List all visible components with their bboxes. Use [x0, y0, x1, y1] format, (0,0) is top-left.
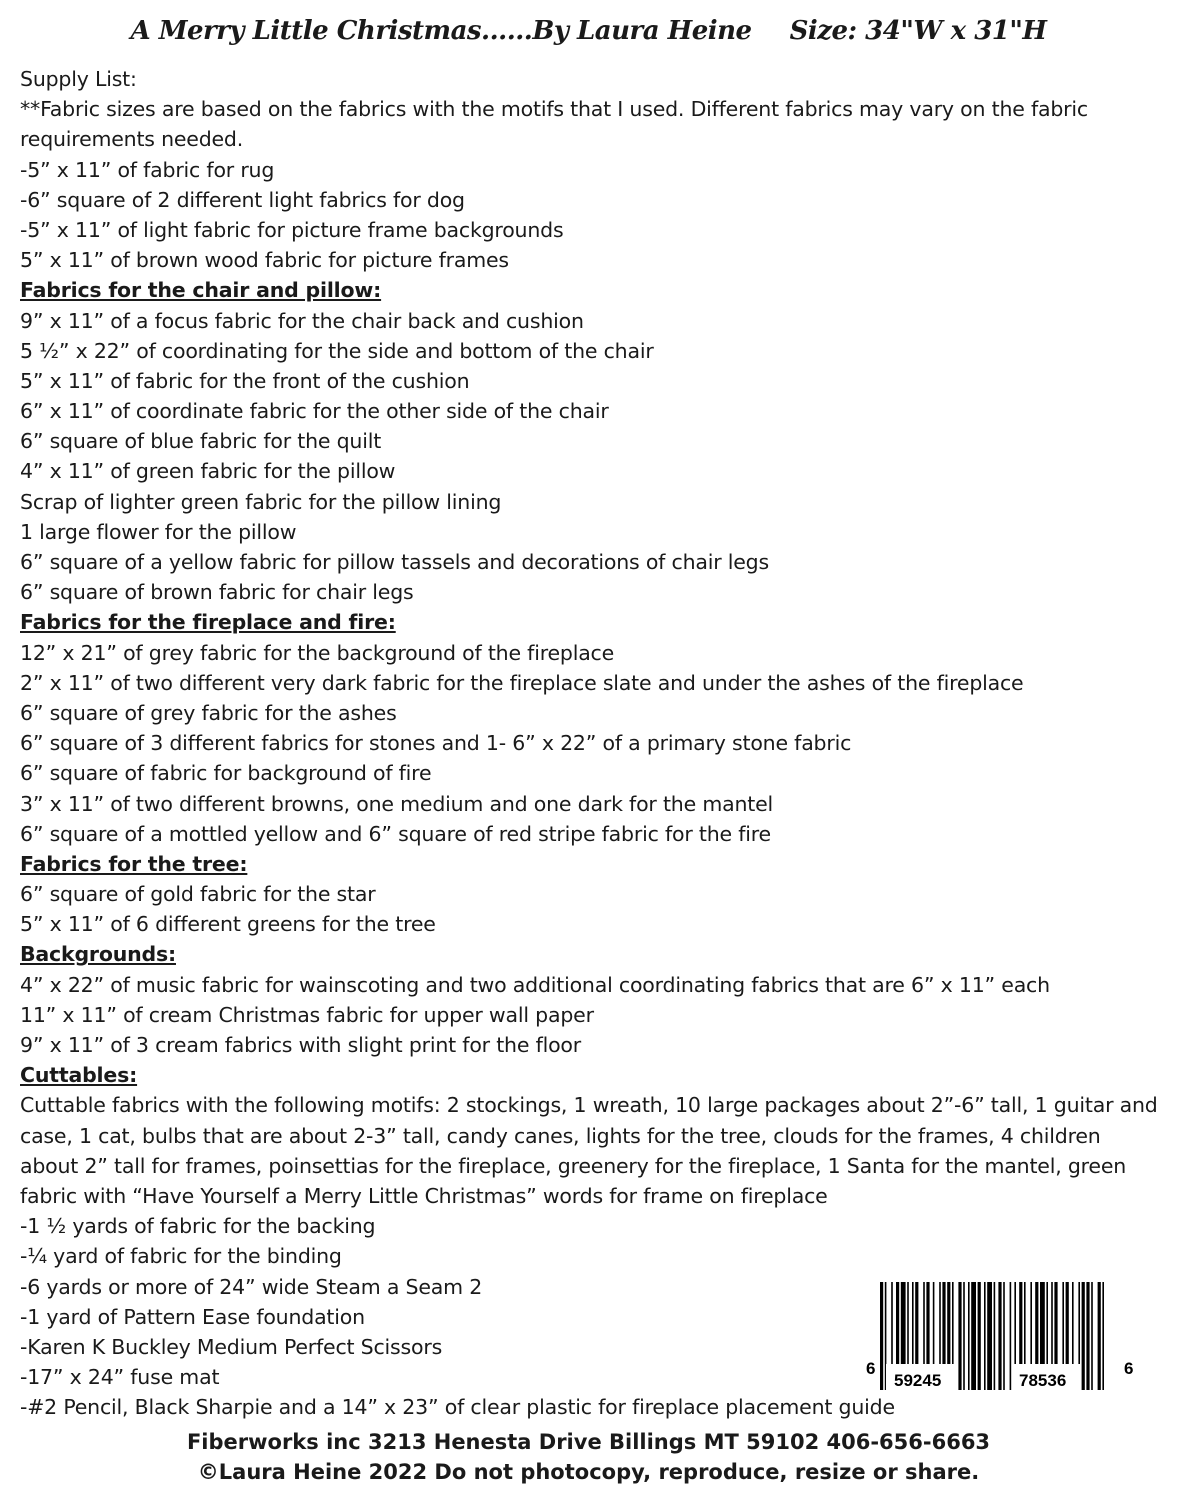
barcode-right-group: 78536	[1019, 1371, 1067, 1390]
list-item: -5” x 11” of light fabric for picture frame backgrounds	[20, 217, 564, 242]
barcode-bar	[1086, 1282, 1089, 1390]
supply-list	[20, 64, 1160, 1423]
barcode-bar	[1102, 1282, 1104, 1390]
barcode-left-group: 59245	[894, 1371, 942, 1390]
list-item: 6” x 11” of coordinate fabric for the other side of the chair	[20, 399, 609, 424]
barcode-bar	[994, 1282, 996, 1390]
barcode-bar	[963, 1282, 965, 1390]
list-item: 1 large flower for the pillow	[20, 519, 297, 544]
barcode-bar	[998, 1282, 1001, 1390]
barcode-last-digit: 6	[1124, 1359, 1134, 1378]
list-item: 3” x 11” of two different browns, one medium and one dark for the mantel	[20, 791, 773, 816]
fabric-note: **Fabric sizes are based on the fabrics with the motifs that I used. Different fabrics may vary on the fabric requirements needed.	[20, 97, 1088, 152]
list-item: 4” x 11” of green fabric for the pillow	[20, 459, 396, 484]
barcode-bar	[1010, 1282, 1012, 1390]
list-item: 5 ½” x 22” of coordinating for the side and bottom of the chair	[20, 338, 654, 363]
list-item: 6” square of a mottled yellow and 6” square of red stripe fabric for the fire	[20, 821, 771, 846]
list-item: 9” x 11” of 3 cream fabrics with slight print for the floor	[20, 1033, 581, 1058]
list-item: -1 ½ yards of fabric for the backing	[20, 1214, 376, 1239]
list-item: 6” square of grey fabric for the ashes	[20, 700, 397, 725]
barcode-bar	[1003, 1282, 1005, 1390]
list-item: -Karen K Buckley Medium Perfect Scissors	[20, 1334, 443, 1359]
list-item: 5” x 11” of 6 different greens for the tree	[20, 912, 436, 937]
list-item: 5” x 11” of brown wood fabric for picture frames	[20, 248, 509, 273]
barcode-first-digit: 6	[866, 1359, 876, 1378]
footer-copyright: ©Laura Heine 2022 Do not photocopy, reproduce, resize or share.	[197, 1460, 980, 1484]
list-item: 4” x 22” of music fabric for wainscoting and two additional coordinating fabrics that are 6” x 11” each	[20, 972, 1050, 997]
list-item: 12” x 21” of grey fabric for the background of the fireplace	[20, 640, 615, 665]
barcode-bar	[1098, 1282, 1101, 1390]
list-item: -1 yard of Pattern Ease foundation	[20, 1304, 365, 1329]
barcode-bar	[984, 1282, 986, 1390]
pattern-size: Size: 34"W x 31"H	[789, 16, 1047, 46]
section-heading-backgrounds: Backgrounds:	[20, 942, 176, 967]
list-item: Scrap of lighter green fabric for the pillow lining	[20, 489, 502, 514]
section-heading-fireplace: Fabrics for the fireplace and fire:	[20, 610, 396, 635]
list-item: 2” x 11” of two different very dark fabric for the fireplace slate and under the ashes of the fireplace	[20, 670, 1024, 695]
list-item: -5” x 11” of fabric for rug	[20, 157, 275, 182]
list-item: 6” square of 3 different fabrics for stones and 1- 6” x 22” of a primary stone fabric	[20, 731, 852, 756]
section-heading-chair: Fabrics for the chair and pillow:	[20, 278, 382, 303]
cuttables-description: Cuttable fabrics with the following motifs: 2 stockings, 1 wreath, 10 large packages about 2”-6” tall, 1 guitar and case, 1 cat, bulbs that are about 2-3” tall, candy canes, lights for the tree, clouds for the frames, 4 children about 2” tall for frames, poinsettias for the fireplace, greenery for the fireplace, 1 Santa for the mantel, green fabric with “Have Yourself a Merry Little Christmas” words for frame on fireplace	[20, 1093, 1158, 1209]
list-item: -#2 Pencil, Black Sharpie and a 14” x 23” of clear plastic for fireplace placement guide	[20, 1395, 895, 1420]
barcode-bar	[987, 1282, 992, 1390]
list-item: 9” x 11” of a focus fabric for the chair back and cushion	[20, 308, 584, 333]
pattern-title: A Merry Little Christmas......By Laura Heine	[130, 16, 752, 46]
page-title	[0, 16, 1177, 46]
barcode-bar	[978, 1282, 981, 1390]
list-item: 5” x 11” of fabric for the front of the cushion	[20, 368, 470, 393]
list-item: 6” square of brown fabric for chair legs	[20, 580, 414, 605]
list-item: -6” square of 2 different light fabrics for dog	[20, 187, 465, 212]
list-item: -6 yards or more of 24” wide Steam a Seam 2	[20, 1274, 483, 1299]
barcode-bar	[958, 1282, 961, 1390]
list-item: 6” square of gold fabric for the star	[20, 882, 376, 907]
supply-heading: Supply List:	[20, 67, 137, 91]
footer-address: Fiberworks inc 3213 Henesta Drive Billings MT 59102 406-656-6663	[186, 1430, 991, 1454]
barcode-bar	[1091, 1282, 1093, 1390]
section-heading-cuttables: Cuttables:	[20, 1063, 138, 1088]
barcode-bar	[880, 1282, 883, 1390]
list-item: -17” x 24” fuse mat	[20, 1365, 220, 1390]
list-item: 6” square of a yellow fabric for pillow tassels and decorations of chair legs	[20, 550, 769, 575]
barcode-bar	[1082, 1282, 1085, 1390]
list-item: 11” x 11” of cream Christmas fabric for upper wall paper	[20, 1002, 594, 1027]
barcode-bar	[968, 1282, 970, 1390]
list-item: 6” square of fabric for background of fire	[20, 761, 432, 786]
barcode-bar	[971, 1282, 976, 1390]
section-heading-tree: Fabrics for the tree:	[20, 851, 248, 876]
list-item: 6” square of blue fabric for the quilt	[20, 429, 382, 454]
list-item: -¼ yard of fabric for the binding	[20, 1244, 342, 1269]
barcode	[862, 1282, 1142, 1402]
